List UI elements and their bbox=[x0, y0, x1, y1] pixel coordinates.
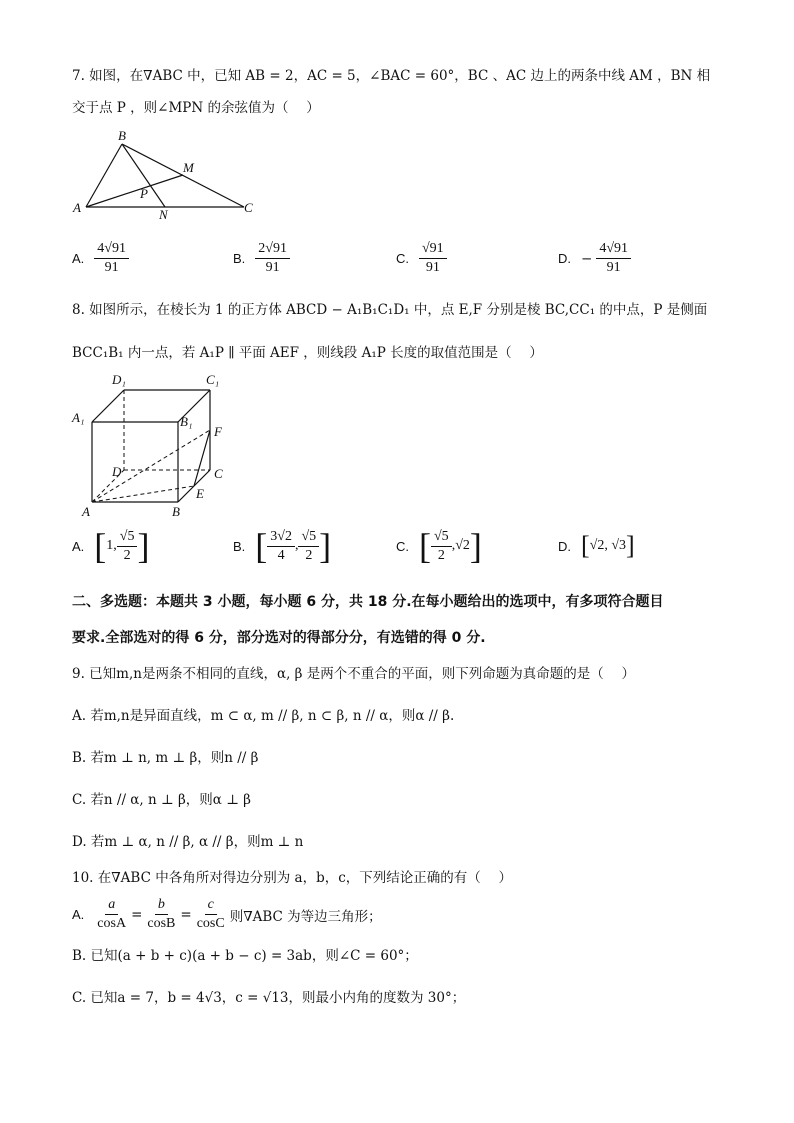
q7-option-a[interactable]: A. $\frac{4√91}{91}$ bbox=[72, 240, 129, 277]
q7-triangle-figure bbox=[68, 128, 268, 223]
q8-option-d[interactable]: D. [ √2, √3 ] bbox=[558, 531, 635, 560]
q7-label-M: M bbox=[183, 160, 194, 175]
q8-cube-figure bbox=[68, 368, 238, 520]
q9-option-a[interactable]: A. 若m,n是异面直线，m ⊂ α, m // β, n ⊂ β, n // α，则α // β. bbox=[72, 708, 455, 724]
q8-label-C: C bbox=[214, 466, 223, 481]
q7-label-B: B bbox=[118, 128, 126, 143]
section2-heading-line1: 二、多选题：本题共 3 小题，每小题 6 分，共 18 分.在每小题给出的选项中，有多项符合题目 bbox=[72, 594, 664, 610]
q9-option-b[interactable]: B. 若m ⊥ n, m ⊥ β，则n // β bbox=[72, 750, 259, 766]
q8-option-b[interactable]: B. [ $\frac{3√2}{4}$ , $\frac{√5}{2}$ ] bbox=[233, 526, 332, 566]
q8-stem-line2: BCC₁B₁ 内一点，若 A₁P ∥ 平面 AEF ，则线段 A₁P 长度的取值范围是（ ） bbox=[72, 345, 543, 361]
section2-heading-line2: 要求.全部选对的得 6 分，部分选对的得部分分，有选错的得 0 分. bbox=[72, 630, 486, 646]
q8-label-A1: A₁ bbox=[72, 410, 85, 425]
q7-label-A: A bbox=[73, 200, 81, 215]
q8-label-D1: D₁ bbox=[112, 372, 126, 387]
q10-stem: 10. 在∇ABC 中各角所对得边分别为 a，b，c，下列结论正确的有（ ） bbox=[72, 870, 513, 886]
q8-label-C1: C₁ bbox=[206, 372, 220, 387]
q7-option-b[interactable]: B. $\frac{2√91}{91}$ bbox=[233, 240, 290, 277]
q7-label-C: C bbox=[244, 200, 253, 215]
q8-label-E: E bbox=[196, 486, 204, 501]
q7-stem-line2: 交于点 P ，则∠MPN 的余弦值为（ ） bbox=[72, 100, 320, 116]
q8-label-B1: B₁ bbox=[180, 414, 193, 429]
q8-label-A: A bbox=[82, 504, 90, 519]
q7-option-d[interactable]: D. − $\frac{4√91}{91}$ bbox=[558, 240, 631, 277]
q8-stem-line1: 8. 如图所示，在棱长为 1 的正方体 ABCD − A₁B₁C₁D₁ 中，点 E,F 分别是棱 BC,CC₁ 的中点，P 是侧面 bbox=[72, 302, 708, 318]
q7-stem-line1: 7. 如图，在∇ABC 中，已知 AB = 2，AC = 5，∠BAC = 60°，BC 、AC 边上的两条中线 AM ，BN 相 bbox=[72, 68, 711, 84]
q8-option-c[interactable]: C. [ $\frac{√5}{2}$ ,√2 ] bbox=[396, 526, 482, 566]
q7-label-N: N bbox=[159, 207, 168, 222]
q7-option-c[interactable]: C. $\frac{√91}{91}$ bbox=[396, 240, 447, 277]
q10-option-a[interactable]: A. $\frac{a}{\cos A}$ = $\frac{b}{\cos B}$ = $\frac{c}{\cos C}$ 则∇ABC 为等边三角形； bbox=[72, 897, 382, 931]
q10-option-b[interactable]: B. 已知(a + b + c)(a + b − c) = 3ab，则∠C = 60°； bbox=[72, 948, 418, 964]
q10-option-c[interactable]: C. 已知a = 7，b = 4√3，c = √13，则最小内角的度数为 30°； bbox=[72, 990, 466, 1006]
q9-option-d[interactable]: D. 若m ⊥ α, n // β, α // β，则m ⊥ n bbox=[72, 834, 304, 850]
q7-label-P: P bbox=[140, 186, 148, 201]
q8-option-a[interactable]: A. [ 1, $\frac{√5}{2}$ ] bbox=[72, 526, 150, 566]
q9-option-c[interactable]: C. 若n // α, n ⊥ β，则α ⊥ β bbox=[72, 792, 251, 808]
q9-stem: 9. 已知m,n是两条不相同的直线，α, β 是两个不重合的平面，则下列命题为真命题的是（ ） bbox=[72, 666, 636, 682]
q8-label-B: B bbox=[172, 504, 180, 519]
q8-label-F: F bbox=[214, 424, 222, 439]
q8-label-D: D bbox=[112, 464, 122, 479]
